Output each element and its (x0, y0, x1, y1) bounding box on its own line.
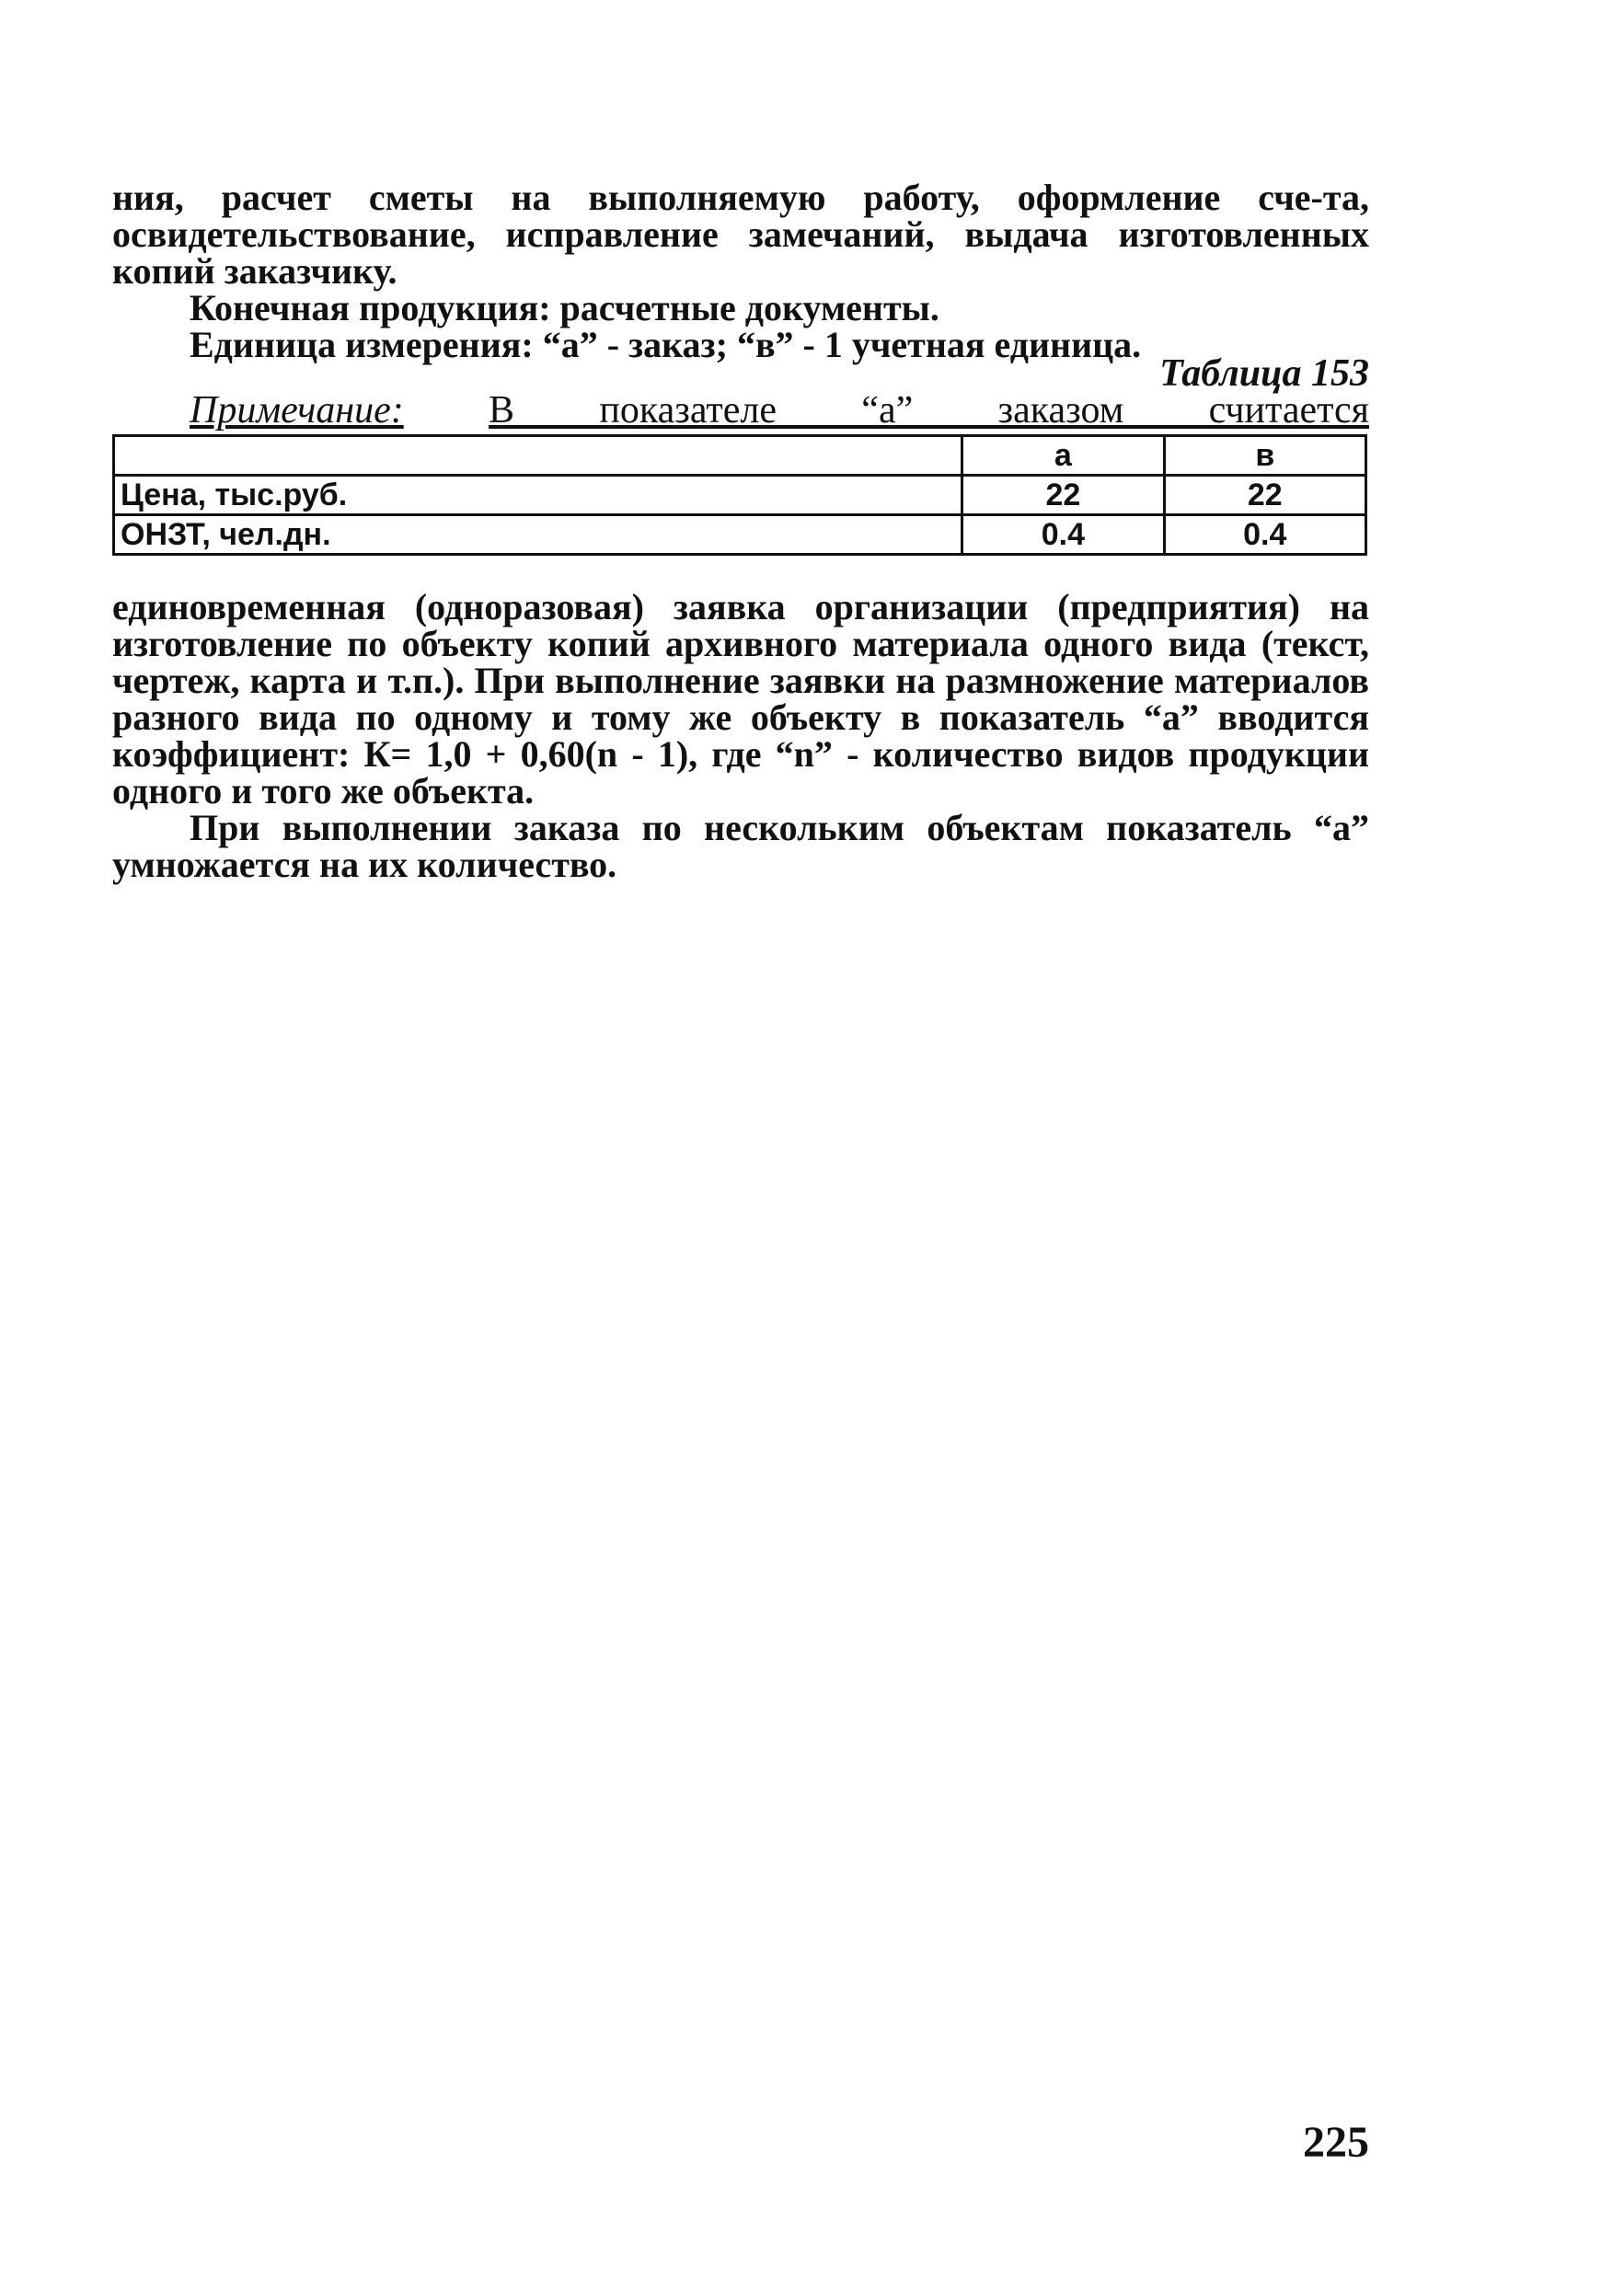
paragraph-continuation: ния, расчет сметы на выполняемую работу, оформление сче-та, освидетельствование, исправление замечаний, выдача изготовленных копий заказчику. (112, 177, 1369, 292)
table-row-label: ОНЗТ, чел.дн. (114, 515, 962, 555)
note-text: В показателе “а” заказом считается (489, 389, 1369, 432)
note-label: Примечание: (190, 389, 404, 432)
paragraph-note-continuation: единовременная (одноразовая) заявка организации (предприятия) на изготовление по объекту копий архивного материала одного вида (текст, чертеж, карта и т.п.). При выполнение заявки на размножение материалов разного вида по одному и тому же объекту в показатель “а” вводится коэффициент: К= 1,0 + 0,60(n - 1), где “n” - количество видов продукции одного и того же объекта. (112, 586, 1369, 811)
paragraph-multiple-objects: При выполнении заказа по нескольким объектам показатель “а” умножается на их количество. (112, 807, 1369, 885)
table-header-cell: в (1164, 436, 1365, 476)
note-line (112, 391, 1369, 430)
paragraph-final-product: Конечная продукция: расчетные документы. (190, 287, 939, 328)
rate-table (112, 434, 1367, 556)
page-number: 225 (1303, 2118, 1369, 2167)
bottom-text-block (112, 586, 1369, 885)
table-cell: 0.4 (1164, 515, 1365, 555)
table-header-row (114, 436, 1366, 476)
table-row (114, 476, 1366, 515)
table-caption: Таблица 153 (1159, 352, 1369, 395)
table-row (114, 515, 1366, 555)
table-cell: 0.4 (962, 515, 1164, 555)
table-cell: 22 (1164, 476, 1365, 515)
table-header-cell (114, 436, 962, 476)
table-header-cell: а (962, 436, 1164, 476)
paragraph-unit-of-measure: Единица измерения: “а” - заказ; “в” - 1 учетная единица. (190, 324, 1142, 365)
table-row-label: Цена, тыс.руб. (114, 476, 962, 515)
table-cell: 22 (962, 476, 1164, 515)
top-text-block (112, 179, 1369, 363)
